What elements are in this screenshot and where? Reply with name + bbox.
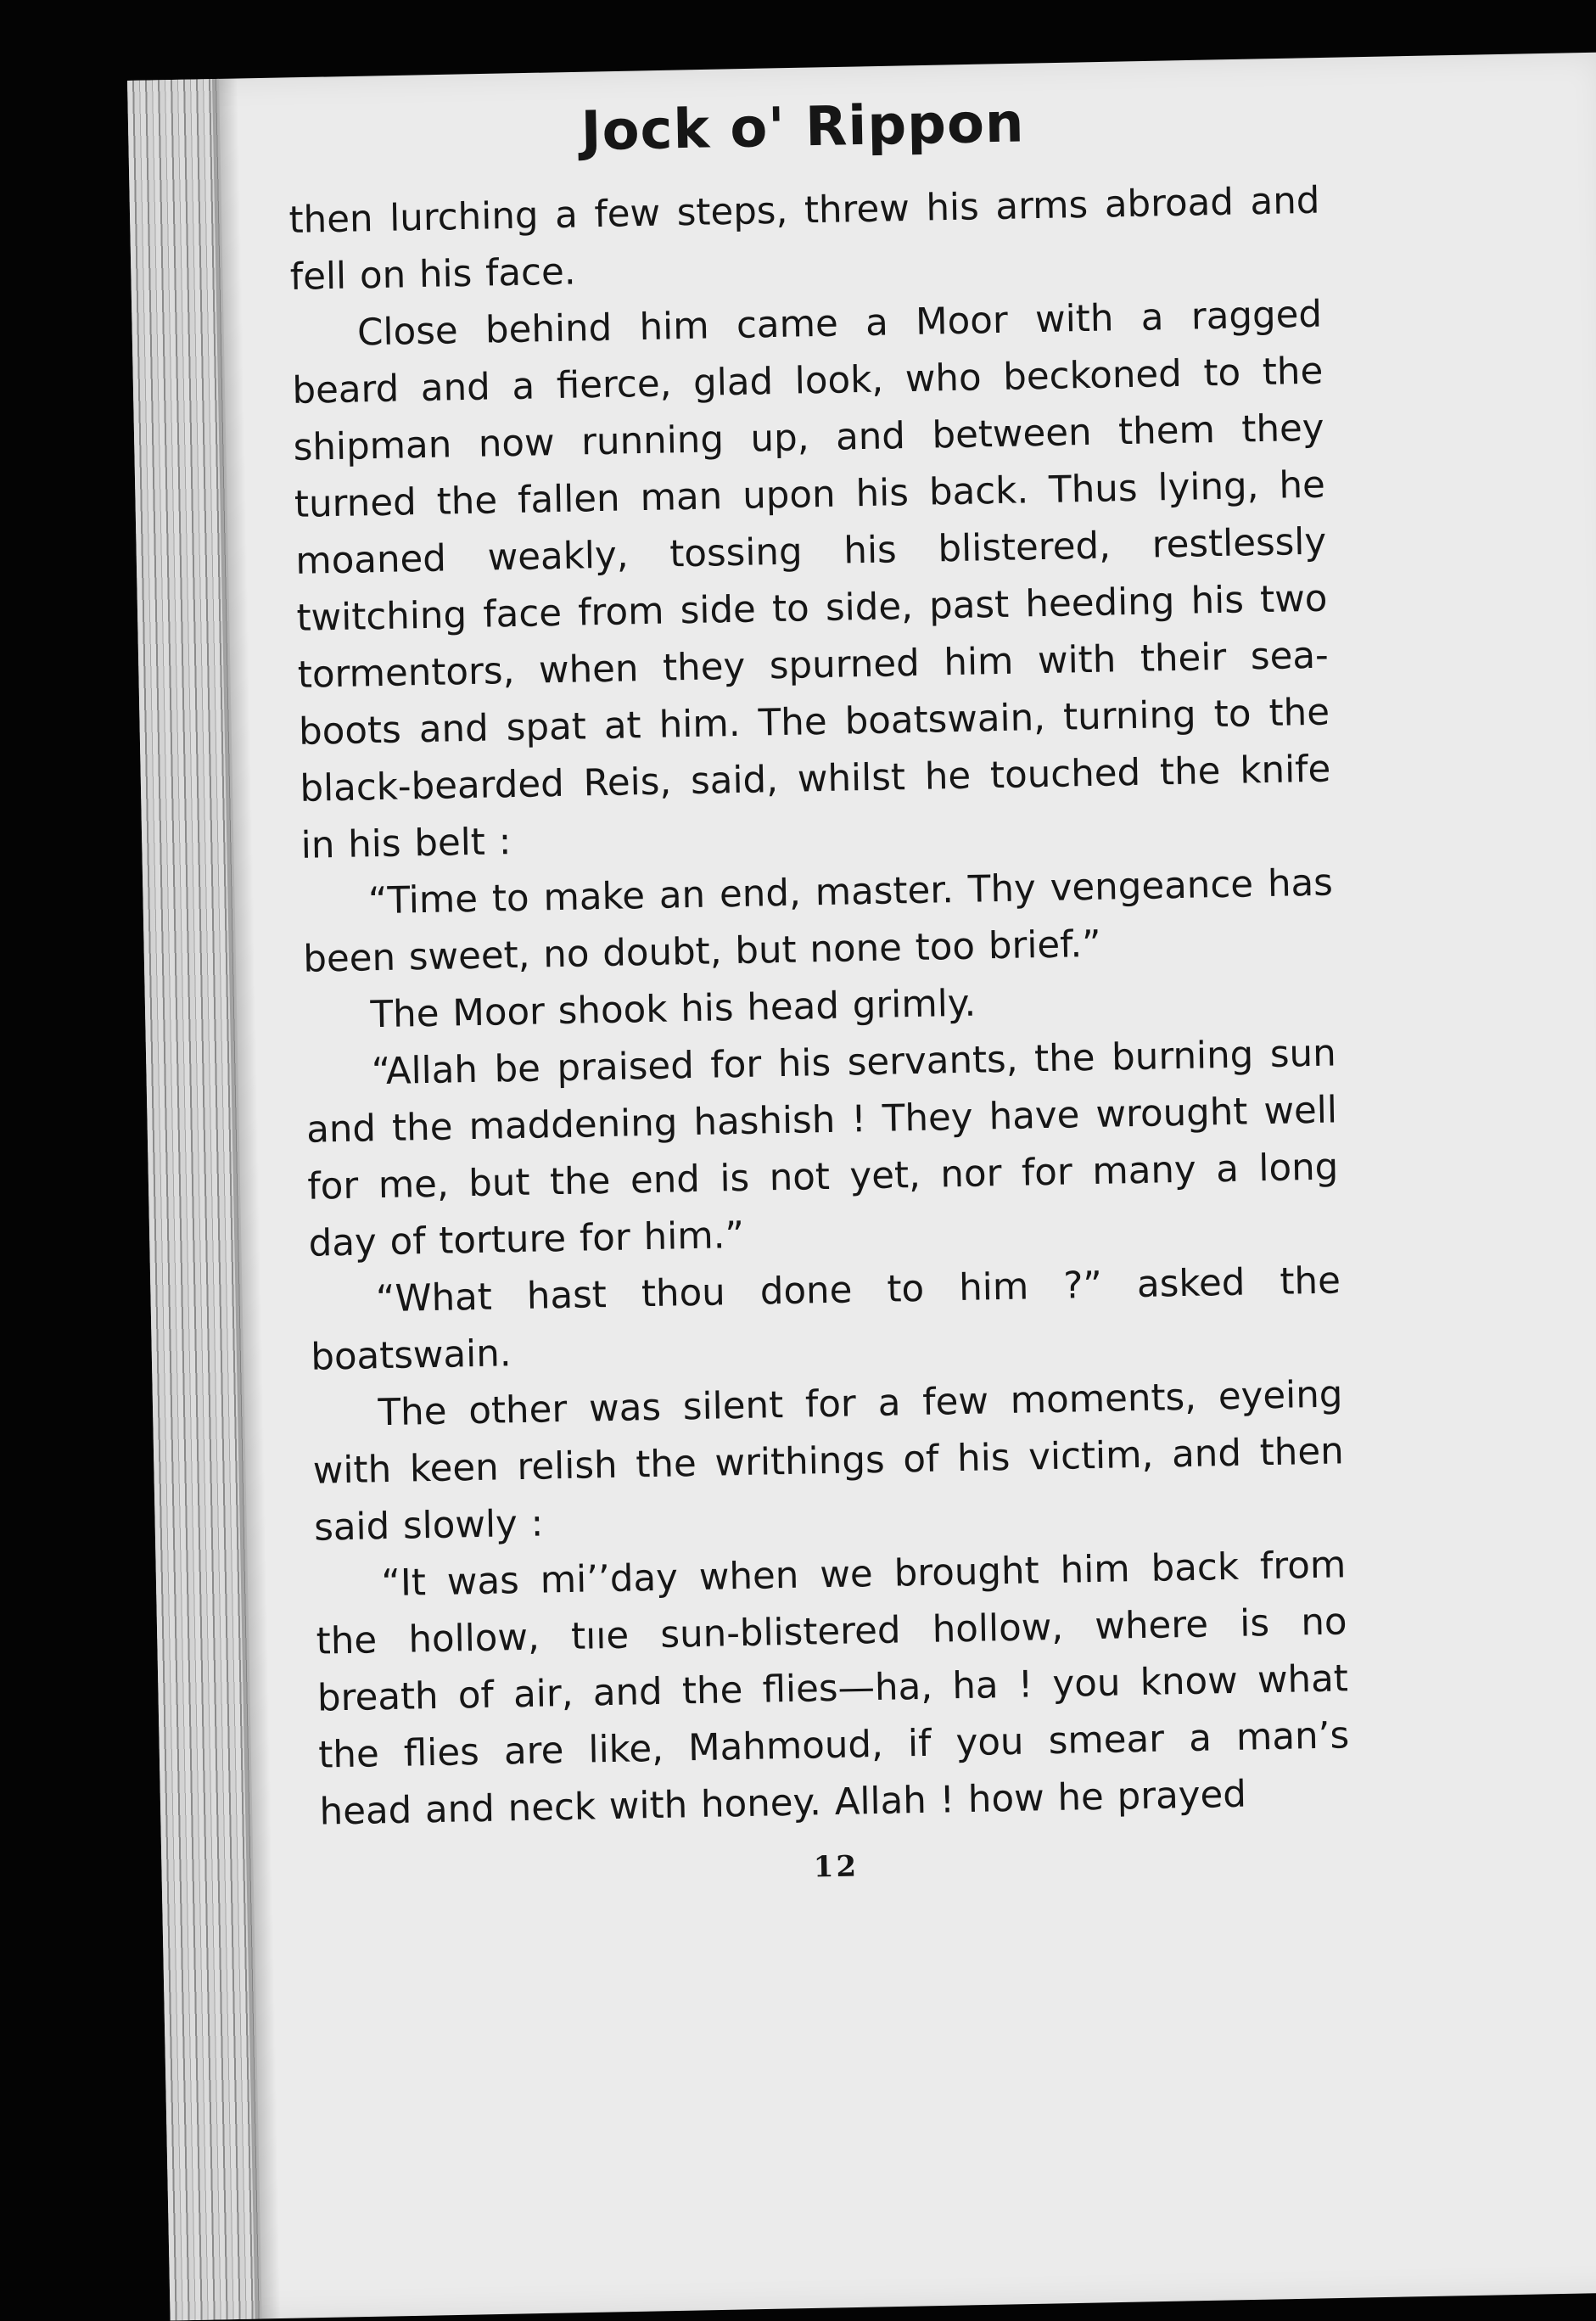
paragraph: “It was miʼʼday when we brought him back from the hollow, tııe sun-blistered hollow, where is no breath of air, and the flies—ha, ha ! you know what the flies are like, Mahmoud, if you smear a man’s head and neck with honey. Allah ! how he prayed xyxy=(316,1544,1350,1834)
paragraph: The other was silent for a few moments, eyeing with keen relish the writhings of his victim, and then said slowly : xyxy=(312,1373,1345,1550)
paragraph-continued: then lurching a few steps, threw his arms abroad and fell on his face. xyxy=(288,179,1320,299)
paragraph: “Allah be praised for his servants, the burning sun and the maddening hashish ! They have wrought well for me, but the end is not yet, nor for many a long day of torture for him.” xyxy=(305,1032,1339,1265)
page-text-block xyxy=(287,87,1352,1894)
paragraph: Close behind him came a Moor with a ragged beard and a fierce, glad look, who beckoned to the shipman now running up, and between them they turned the fallen man upon his back. Thus lying, he moaned weakly, tossing his blistered, restlessly twitching face from side to side, past heeding his two tormentors, when they spurned him with their sea-boots and spat at him. The boatswain, turning to the black-bearded Reis, said, whilst he touched the knife in his belt : xyxy=(291,293,1331,867)
paragraph: “What hast thou done to him ?” asked the boatswain. xyxy=(310,1259,1341,1379)
running-head: Jock o' Rippon xyxy=(580,92,1026,164)
page-number: 12 xyxy=(813,1849,860,1885)
paragraph: The Moor shook his head grimly. xyxy=(370,982,977,1037)
paragraph: “Time to make an end, master. Thy vengeance has been sweet, no doubt, but none too brief.” xyxy=(302,861,1334,981)
